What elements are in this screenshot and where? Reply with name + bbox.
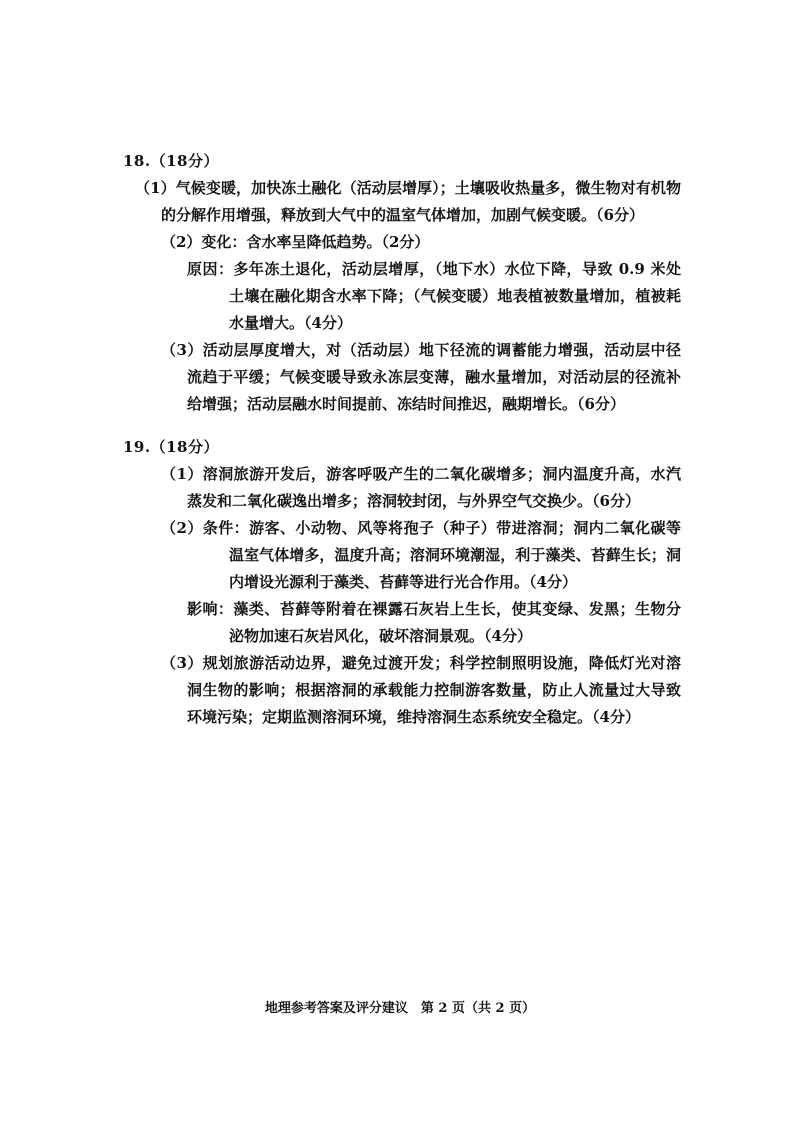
q18-answer-2-reason: 原因：多年冻土退化，活动层增厚，（地下水）水位下降，导致 0.9 米处土壤在融化期含水率下降；（气候变暖）地表植被数量增加，植被耗水量增大。（4分） — [187, 260, 681, 332]
question-18-title: 18.（18分） — [123, 152, 219, 170]
q19-answer-3: （3）规划旅游活动边界，避免过渡开发；科学控制照明设施，降低灯光对溶洞生物的影响；根据溶洞的承载能力控制游客数量，防止人流量过大导致环境污染；定期监测溶洞环境，维持溶洞生态系统安全稳定。（4分） — [161, 654, 681, 726]
question-19-title: 19.（18分） — [123, 438, 219, 456]
q18-answer-1: （1）气候变暖，加快冻土融化（活动层增厚）；土壤吸收热量多，微生物对有机物的分解作用增强，释放到大气中的温室气体增加，加剧气候变暖。（6分） — [135, 179, 681, 224]
q18-answer-2-change: （2）变化：含水率呈降低趋势。（2分） — [161, 233, 430, 251]
q19-answer-2-impact: 影响：藻类、苔藓等附着在裸露石灰岩上生长，使其变绿、发黑；生物分泌物加速石灰岩风化，破坏溶洞景观。（4分） — [187, 600, 681, 645]
page-footer: 地理参考答案及评分建议 第 2 页（共 2 页） — [264, 1001, 536, 1016]
q18-answer-3: （3）活动层厚度增大，对（活动层）地下径流的调蓄能力增强，活动层中径流趋于平缓；气候变暖导致永冻层变薄，融水量增加，对活动层的径流补给增强；活动层融水时间提前、冻结时间推迟，融期增长。（6分） — [161, 341, 681, 413]
q19-answer-2-conditions: （2）条件：游客、小动物、风等将孢子（种子）带进溶洞；洞内二氧化碳等温室气体增多，温度升高；溶洞环境潮湿，利于藻类、苔藓生长；洞内增设光源利于藻类、苔藓等进行光合作用。（4分） — [161, 519, 681, 591]
q19-answer-1: （1）溶洞旅游开发后，游客呼吸产生的二氧化碳增多；洞内温度升高，水汽蒸发和二氧化碳逸出增多；溶洞较封闭，与外界空气交换少。（6分） — [161, 465, 681, 510]
